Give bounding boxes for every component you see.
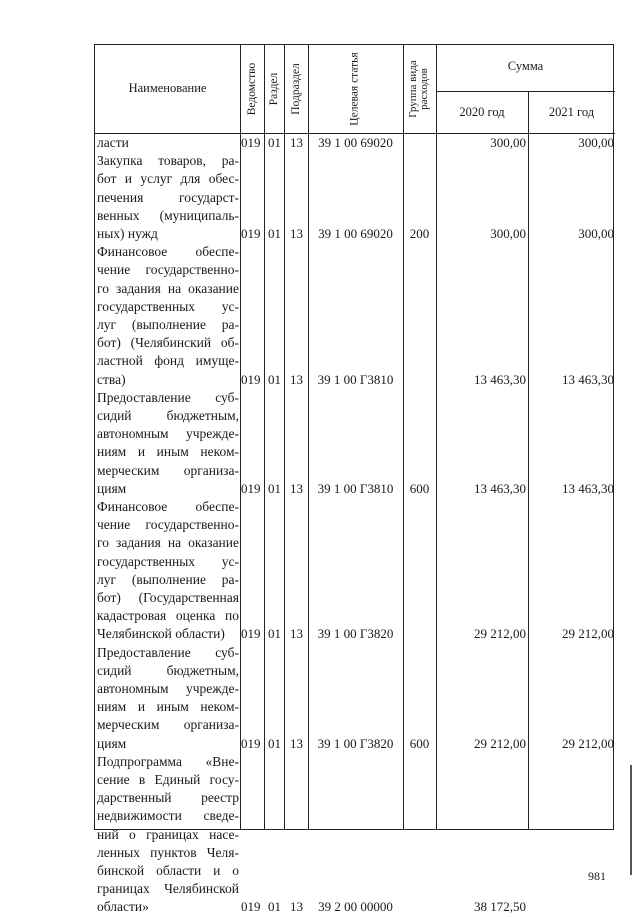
row-podrazdel: 13	[290, 135, 303, 150]
row-razdel: 01	[268, 371, 281, 387]
row-name-line: ниям и иным неком-	[97, 444, 239, 460]
row-podrazdel: 13	[290, 226, 303, 241]
row-sum-2021: 300,00	[578, 226, 614, 241]
col-divider	[403, 45, 404, 829]
row-name-line: Предоставление суб-	[97, 644, 239, 660]
row-sum-2021: 300,00	[578, 135, 614, 150]
row-vedomstvo: 019	[241, 899, 261, 915]
row-sum-2020: 29 212,00	[474, 735, 526, 751]
header-year-2020: 2020 год	[459, 105, 505, 119]
row-name-line: го задания на оказание	[97, 535, 239, 551]
row-name-line: печения государст-	[97, 189, 239, 205]
row-name-line: государственных ус-	[97, 553, 239, 569]
row-celevaya-statya: 39 1 00 69020	[318, 135, 393, 150]
row-razdel: 01	[268, 735, 281, 751]
row-name	[97, 243, 239, 389]
row-sum-2021: 13 463,30	[562, 480, 614, 496]
row-razdel: 01	[268, 135, 281, 150]
row-name-line: ленных пунктов Челя-	[97, 844, 239, 860]
row-name-line: Подпрограмма «Вне-	[97, 753, 239, 769]
row-podrazdel: 13	[290, 626, 303, 642]
row-name	[97, 498, 239, 644]
row-name-line: кадастровая оценка по	[97, 608, 239, 624]
row-sum-2020: 300,00	[490, 135, 526, 150]
col-divider	[264, 45, 265, 829]
row-name-line: Предоставление суб-	[97, 389, 239, 405]
row-celevaya-statya: 39 1 00 Г3810	[317, 480, 394, 496]
row-name-line: государственных ус-	[97, 298, 239, 314]
row-name-line: ниям и иным неком-	[97, 699, 239, 715]
row-gruppa: 600	[409, 480, 430, 496]
row-name-line: бот) (Государственная	[97, 590, 239, 606]
header-summa: Сумма	[507, 59, 544, 73]
row-vedomstvo: 019	[241, 626, 261, 642]
row-name-line: сидий бюджетным,	[97, 662, 239, 678]
row-name-line: бинской области и о	[97, 863, 239, 879]
row-name	[97, 644, 239, 753]
row-vedomstvo: 019	[241, 735, 261, 751]
row-sum-2021: 29 212,00	[562, 626, 614, 642]
row-sum-2020: 29 212,00	[474, 626, 526, 642]
row-sum-2021: 29 212,00	[562, 735, 614, 751]
row-name-line: автономным учрежде-	[97, 681, 239, 696]
header-year-2021: 2021 год	[548, 105, 595, 119]
row-celevaya-statya: 39 1 00 Г3820	[317, 626, 394, 642]
row-name	[97, 753, 239, 917]
header-podrazdel: Подраздел	[290, 63, 302, 115]
header-divider	[436, 91, 615, 92]
row-name-line: Финансовое обеспе-	[97, 244, 239, 260]
col-divider	[240, 45, 241, 829]
scan-edge-mark	[630, 765, 632, 875]
header-vedomstvo: Ведомство	[246, 62, 258, 116]
row-celevaya-statya: 39 1 00 Г3810	[317, 371, 394, 387]
row-sum-2021: 13 463,30	[562, 371, 614, 387]
row-name-line: мерческим организа-	[97, 462, 239, 478]
row-name-line: бот и услуг для обес-	[97, 171, 239, 187]
row-podrazdel: 13	[290, 371, 303, 387]
row-celevaya-statya: 39 1 00 Г3820	[317, 735, 394, 751]
row-podrazdel: 13	[290, 899, 303, 915]
row-name-line: ных) нужд	[97, 226, 158, 241]
row-gruppa: 600	[409, 735, 430, 751]
header-name: Наименование	[128, 81, 207, 95]
row-name-line: чение государственно-	[97, 262, 239, 278]
row-sum-2020: 13 463,30	[474, 480, 526, 496]
row-celevaya-statya: 39 1 00 69020	[318, 226, 393, 241]
header-razdel: Раздел	[268, 72, 280, 106]
row-name-line: границах Челябинской	[97, 881, 239, 897]
row-name-line: Закупка товаров, ра-	[97, 153, 239, 169]
row-sum-2020: 300,00	[490, 226, 526, 241]
header-gruppa: Группа вида расходов	[407, 60, 430, 118]
row-name-line: недвижимости сведе-	[97, 808, 239, 824]
row-name-line: ний о границах насе-	[97, 826, 239, 842]
row-name-line: дарственный реестр	[97, 790, 239, 806]
row-razdel: 01	[268, 626, 281, 642]
row-vedomstvo: 019	[241, 371, 261, 387]
row-name-line: венных (муниципаль-	[97, 207, 239, 223]
row-name-line: мерческим организа-	[97, 717, 239, 733]
row-name-line: автономным учрежде-	[97, 426, 239, 442]
row-name-line: циям	[97, 735, 127, 751]
page-number: 981	[588, 869, 606, 883]
row-name-line: сидий бюджетным,	[97, 408, 239, 423]
row-name-line: Челябинской области)	[97, 626, 225, 642]
col-divider	[528, 91, 529, 829]
row-name-line: циям	[97, 480, 127, 496]
row-name-line: чение государственно-	[97, 517, 239, 533]
col-divider	[284, 45, 285, 829]
row-razdel: 01	[268, 480, 281, 496]
row-vedomstvo: 019	[241, 135, 261, 150]
row-name-line: луг (выполнение ра-	[97, 571, 239, 587]
row-name-line: ства)	[97, 371, 126, 387]
row-podrazdel: 13	[290, 735, 303, 751]
row-vedomstvo: 019	[241, 480, 261, 496]
row-name-line: области»	[97, 899, 149, 915]
row-name-line: ластной фонд имуще-	[97, 353, 239, 369]
row-name-line: го задания на оказание	[97, 280, 239, 296]
row-name-line: ласти	[97, 135, 129, 150]
col-divider	[308, 45, 309, 829]
row-name	[97, 389, 239, 498]
row-sum-2020: 38 172,50	[474, 899, 526, 915]
row-celevaya-statya: 39 2 00 00000	[318, 899, 393, 915]
row-name-line: Финансовое обеспе-	[97, 499, 239, 514]
row-name	[97, 152, 239, 243]
col-divider	[436, 45, 437, 829]
row-sum-2020: 13 463,30	[474, 371, 526, 387]
row-razdel: 01	[268, 899, 281, 915]
row-razdel: 01	[268, 226, 281, 241]
row-name-line: сение в Единый госу-	[97, 772, 239, 787]
row-podrazdel: 13	[290, 480, 303, 496]
row-gruppa: 200	[409, 226, 430, 241]
row-vedomstvo: 019	[241, 226, 261, 241]
row-name-line: луг (выполнение ра-	[97, 317, 239, 332]
header-celevaya: Целевая статья	[348, 52, 361, 126]
row-name	[97, 134, 239, 152]
row-name-line: бот) (Челябинский об-	[97, 335, 239, 351]
